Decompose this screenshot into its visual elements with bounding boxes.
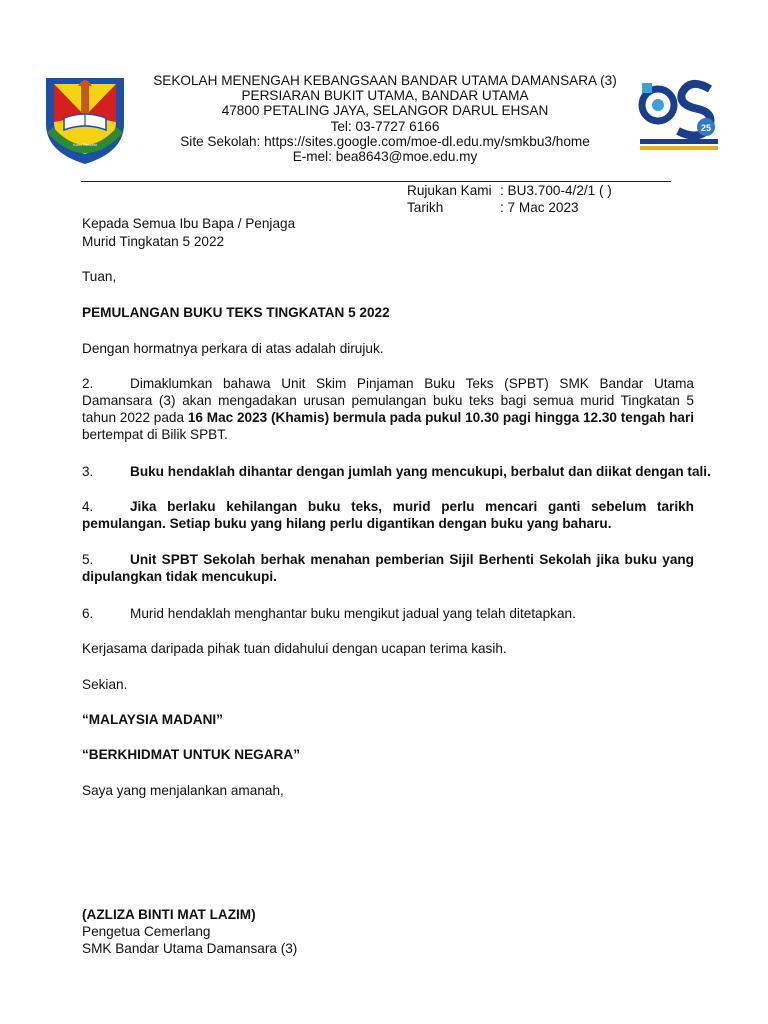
sekian: Sekian. [82, 677, 128, 692]
closing-line: Kerjasama daripada pihak tuan didahului dengan ucapan terima kasih. [82, 641, 507, 656]
paragraph-3 [82, 463, 742, 480]
telephone: Tel: 03-7727 6166 [330, 118, 440, 134]
para-3-number: 3. [82, 464, 94, 479]
motto-berkhidmat: “BERKHIDMAT UNTUK NEGARA” [82, 747, 300, 762]
para-2-number: 2. [82, 376, 94, 391]
ref-label: Rujukan Kami [407, 183, 492, 198]
address-line-2: 47800 PETALING JAYA, SELANGOR DARUL EHSAN [221, 103, 549, 119]
paragraph-5 [82, 551, 694, 585]
letter-subject: PEMULANGAN BUKU TEKS TINGKATAN 5 2022 [82, 305, 390, 320]
signatory-name: (AZLIZA BINTI MAT LAZIM) [82, 907, 256, 922]
para-4-text: Jika berlaku kehilangan buku teks, murid perlu mencari ganti sebelum tarikh pemulangan. Setiap buku yang hilang perlu digantikan dengan buku yang baharu. [82, 499, 694, 531]
transformasi-sekolah-25-logo [638, 75, 720, 153]
paragraph-4 [82, 498, 694, 532]
signatory-title: Pengetua Cemerlang [82, 924, 211, 939]
para-6-number: 6. [82, 606, 94, 621]
logo-number: 25 [700, 123, 712, 133]
motto-malaysia-madani: “MALAYSIA MADANI” [82, 712, 223, 727]
recipient-line-2: Murid Tingkatan 5 2022 [82, 234, 225, 249]
trust-line: Saya yang menjalankan amanah, [82, 783, 284, 798]
school-name: SEKOLAH MENENGAH KEBANGSAAN BANDAR UTAMA DAMANSARA (3) [153, 73, 617, 88]
para-3-text: Buku hendaklah dihantar dengan jumlah yang mencukupi, berbalut dan diikat dengan tali. [130, 464, 711, 479]
para-2-text-1: Dimaklumkan bahawa Unit Skim Pinjaman Buku Teks (SPBT) SMK Bandar Utama Damansara (3) akan mengadakan urusan pemulangan buku teks bagi semua murid Tingkatan 5 tahun 2022 pada [82, 376, 694, 425]
ref-value: : BU3.700-4/2/1 ( ) [500, 183, 612, 198]
signatory-school: SMK Bandar Utama Damansara (3) [82, 941, 298, 956]
para-2-bold: 16 Mac 2023 (Khamis) bermula pada pukul 10.30 pagi hingga 12.30 tengah hari [187, 410, 695, 425]
para-6-text: Murid hendaklah menghantar buku mengikut jadual yang telah ditetapkan. [130, 606, 576, 621]
school-address-block [135, 73, 635, 164]
para-2-text-2: bertempat di Bilik SPBT. [82, 427, 228, 442]
para-5-number: 5. [82, 552, 94, 567]
letterhead [0, 0, 768, 200]
para-4-number: 4. [82, 499, 94, 514]
date-value: : 7 Mac 2023 [500, 199, 579, 215]
address-line-1: PERSIARAN BUKIT UTAMA, BANDAR UTAMA [241, 88, 529, 104]
para-5-text: Unit SPBT Sekolah berhak menahan pemberian Sijil Berhenti Sekolah jika buku yang dipulangkan tidak mencukupi. [82, 552, 694, 584]
date-label: Tarikh [407, 199, 444, 215]
salutation: Tuan, [82, 269, 117, 284]
crest-motto-text [40, 72, 130, 168]
opening-line: Dengan hormatnya perkara di atas adalah dirujuk. [82, 341, 384, 356]
recipient-line-1: Kepada Semua Ibu Bapa / Penjaga [82, 216, 296, 231]
paragraph-2 [82, 375, 694, 443]
svg-text:Kami Bersatu: Kami Bersatu [72, 142, 98, 147]
letterhead-divider [81, 181, 671, 182]
paragraph-6 [82, 605, 694, 622]
school-website: Site Sekolah: https://sites.google.com/moe-dl.edu.my/smkbu3/home [180, 133, 590, 149]
school-email: E-mel: bea8643@moe.edu.my [292, 149, 478, 165]
reference-block [407, 183, 612, 216]
signature-block [82, 906, 694, 957]
recipient-block [82, 215, 694, 251]
